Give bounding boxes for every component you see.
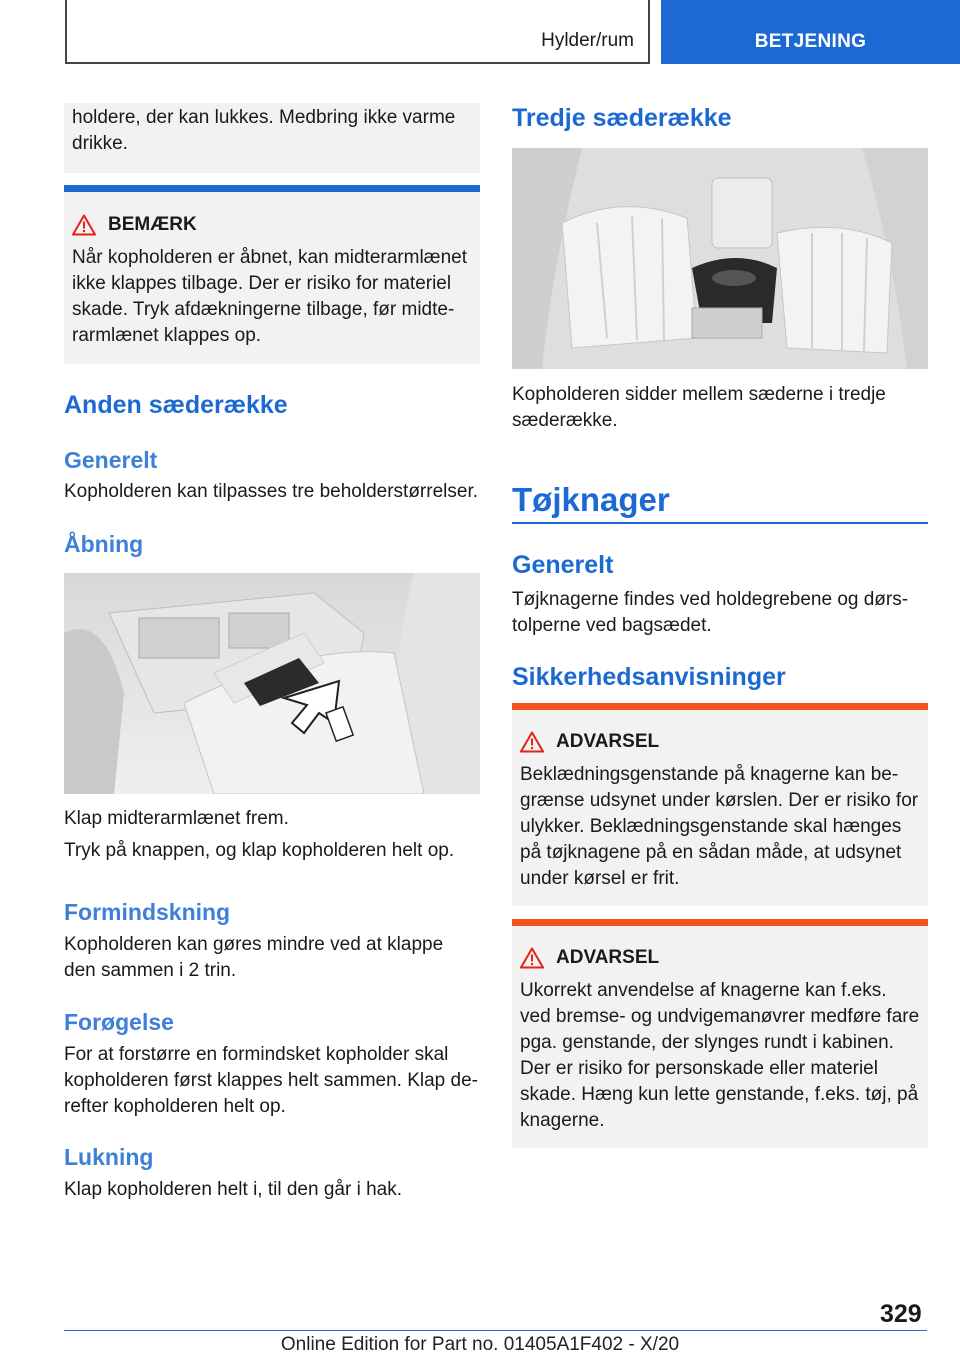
warning2-bar [512, 919, 928, 926]
third-row-illustration [512, 148, 928, 369]
text-aabning-step1: Klap midterarmlænet frem. [64, 808, 289, 829]
text-lukning: Klap kopholderen helt i, til den går i hak. [64, 1179, 402, 1200]
notice-box [64, 192, 480, 364]
footer-rule [64, 1330, 927, 1331]
text-third-row-caption: Kopholderen sidder mellem sæderne i tredje sæderække. [512, 384, 886, 431]
warning2-box [512, 926, 928, 1148]
warning1-header [520, 731, 659, 753]
header-chapter-label: BETJENING [754, 31, 867, 52]
warning-triangle-icon [520, 731, 544, 753]
section-title-second-row: Anden sæderække [64, 391, 288, 419]
warning1-bar [512, 703, 928, 710]
heading-generelt-right: Generelt [512, 551, 614, 579]
heading-forogelse: Forøgelse [64, 1009, 174, 1035]
warning2-label: ADVARSEL [556, 947, 660, 968]
footer-edition: Online Edition for Part no. 01405A1F402 - X/20 [280, 1334, 680, 1355]
header-chapter-tab[interactable] [661, 0, 960, 64]
warning1-box [512, 710, 928, 906]
heading-formindskning: Formindskning [64, 899, 231, 925]
heading-safety: Sikkerhedsanvisninger [512, 663, 786, 691]
warning1-text: Beklædningsgenstande på knagerne kan begrænse udsynet under kørslen. Der er risiko for ulykker. Beklædningsgenstande skal hænges på tøjknagene på en sådan måde, at udsynet under kørsel er frit. [520, 764, 919, 889]
header-section-title: Hylder/rum [541, 30, 634, 51]
warning-triangle-icon [72, 214, 96, 236]
heading-aabning: Åbning [64, 531, 144, 557]
notice-bar [64, 185, 480, 192]
notice-text: Når kopholderen er åbnet, kan midterarmlænet ikke klappes tilbage. Der er risiko for materiel skade. Tryk afdækningerne tilbage, før midterarmlænet klappes op. [72, 247, 467, 346]
notice-header [72, 214, 197, 236]
photo-third-row-cupholder [512, 148, 928, 369]
text-forogelse: For at forstørre en formindsket kopholder skal kopholderen først klappes helt sammen. Klap derefter kopholderen helt op. [64, 1044, 478, 1117]
text-aabning-step2: Tryk på knappen, og klap kopholderen helt op. [64, 840, 455, 861]
text-generelt-left: Kopholderen kan tilpasses tre beholderstørrelser. [64, 481, 479, 502]
warning-triangle-icon [520, 947, 544, 969]
text-generelt-right: Tøjknagerne findes ved holdegrebene og dørstolperne ved bagsædet. [512, 589, 909, 636]
text-formindskning: Kopholderen kan gøres mindre ved at klappe den sammen i 2 trin. [64, 934, 444, 981]
header-section-box [65, 0, 650, 64]
armrest-illustration [64, 573, 480, 794]
chapter-title-toejknager: Tøjknager [512, 481, 670, 518]
section-title-third-row: Tredje sæderække [512, 104, 732, 132]
continued-note-text: holdere, der kan lukkes. Medbring ikke varme drikke. [72, 107, 456, 154]
heading-generelt-left: Generelt [64, 447, 158, 473]
continued-note-box [64, 103, 480, 173]
page-number: 329 [880, 1300, 922, 1328]
photo-armrest-button [64, 573, 480, 794]
warning1-label: ADVARSEL [556, 731, 660, 752]
warning2-text: Ukorrekt anvendelse af knagerne kan f.eks. ved bremse- og undvigemanøvrer medføre fare pga. genstande, der slynges rundt i kabinen. Der er risiko for personskade eller materiel skade. Hæng kun lette genstande, f.eks. tøj, på knagerne. [520, 980, 920, 1131]
heading-lukning: Lukning [64, 1144, 154, 1170]
warning2-header [520, 947, 659, 969]
notice-label: BEMÆRK [108, 214, 197, 235]
chapter-title-rule [512, 522, 928, 524]
